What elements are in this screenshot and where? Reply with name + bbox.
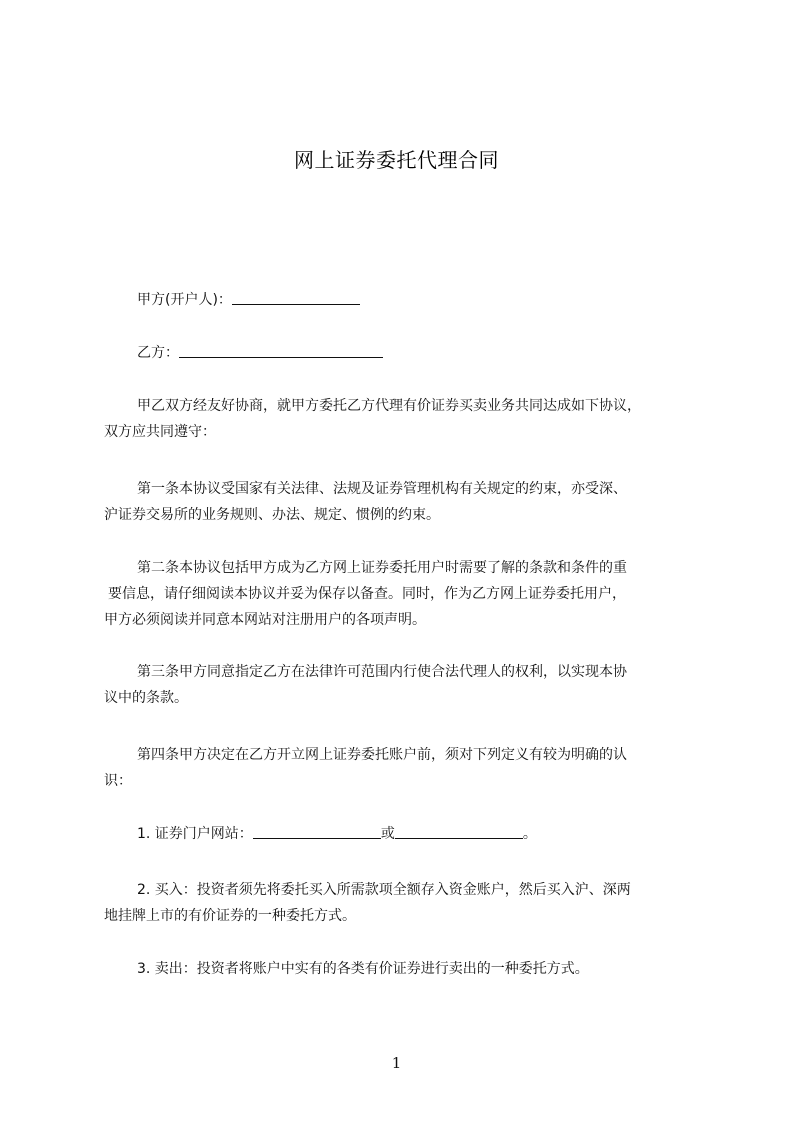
definition-2-line-2: 地挂牌上市的有价证券的一种委托方式。 <box>104 908 356 924</box>
party-a-blank <box>232 290 360 305</box>
definition-1-or: 或 <box>380 826 395 842</box>
article-1 <box>104 476 704 528</box>
party-a-label: 甲方(开户人)： <box>137 292 232 308</box>
article-1-line-1: 第一条本协议受国家有关法律、法规及证券管理机构有关规定的约束，亦受深、 <box>137 481 627 497</box>
article-2-line-3: 甲方必须阅读并同意本网站对注册用户的各项声明。 <box>104 612 426 628</box>
article-4-line-2: 识： <box>104 773 132 789</box>
intro-paragraph <box>104 393 704 445</box>
page-number: 1 <box>391 1054 402 1072</box>
definition-1-end: 。 <box>522 826 537 842</box>
article-3 <box>104 659 704 711</box>
article-3-line-1: 第三条甲方同意指定乙方在法律许可范围内行使合法代理人的权利，以实现本协 <box>137 664 627 680</box>
article-4 <box>104 742 704 794</box>
party-b-line <box>137 340 383 366</box>
definition-2 <box>104 877 704 929</box>
party-b-label: 乙方： <box>137 345 179 361</box>
article-3-line-2: 议中的条款。 <box>104 690 188 706</box>
article-1-line-2: 沪证券交易所的业务规则、办法、规定、惯例的约束。 <box>104 507 440 523</box>
party-b-blank <box>179 343 383 358</box>
portal-blank-2 <box>395 824 523 839</box>
definition-3: 3. 卖出：投资者将账户中实有的各类有价证券进行卖出的一种委托方式。 <box>137 961 589 977</box>
article-2 <box>104 555 704 633</box>
definition-2-line-1: 2. 买入：投资者须先将委托买入所需款项全额存入资金账户，然后买入沪、深两 <box>137 882 631 898</box>
intro-line-2: 双方应共同遵守： <box>104 424 216 440</box>
intro-line-1: 甲乙双方经友好协商，就甲方委托乙方代理有价证券买卖业务共同达成如下协议， <box>137 398 641 414</box>
article-2-line-1: 第二条本协议包括甲方成为乙方网上证券委托用户时需要了解的条款和条件的重 <box>137 560 627 576</box>
article-2-line-2: 要信息，请仔细阅读本协议并妥为保存以备查。同时，作为乙方网上证券委托用户， <box>108 586 626 602</box>
party-a-line <box>137 287 360 313</box>
definition-1 <box>137 821 537 847</box>
portal-blank-1 <box>253 824 381 839</box>
definition-1-label: 1. 证券门户网站： <box>137 826 253 842</box>
document-title: 网上证券委托代理合同 <box>294 148 499 172</box>
article-4-line-1: 第四条甲方决定在乙方开立网上证券委托账户前，须对下列定义有较为明确的认 <box>137 747 627 763</box>
